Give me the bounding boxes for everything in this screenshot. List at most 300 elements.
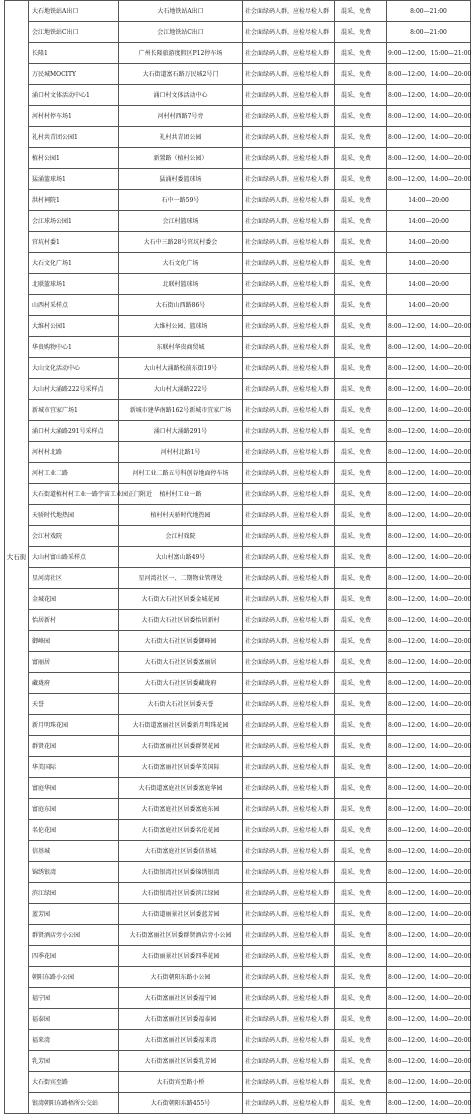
- site-address-cell: 植村村工业一路: [119, 484, 243, 505]
- site-address-cell: 河村工业二路五号科创谷地面停车场: [119, 463, 243, 484]
- table-row: [5, 862, 471, 883]
- target-crowd-cell: 社会面绿码人群，应检尽检人群: [243, 589, 335, 610]
- site-name-cell: 群贤花园: [29, 736, 119, 757]
- target-crowd-cell: 社会面绿码人群，应检尽检人群: [243, 652, 335, 673]
- table-row: [5, 148, 471, 169]
- service-time-cell: 8:00—12:00，14:00—20:00: [387, 925, 471, 946]
- service-time-cell: 8:00—12:00，14:00—20:00: [387, 379, 471, 400]
- site-name-cell: 大山文化活动中心: [29, 358, 119, 379]
- sampling-sites-table: [4, 0, 471, 1114]
- site-address-cell: 大石街富丽社区居委福泰园: [119, 1009, 243, 1030]
- sampling-type-cell: 混采，免费: [335, 673, 387, 694]
- site-name-cell: 新城市宜家广场1: [29, 400, 119, 421]
- sampling-type-cell: 混采，免费: [335, 463, 387, 484]
- sampling-type-cell: 混采，免费: [335, 106, 387, 127]
- site-address-cell: 大维村公园、篮球场: [119, 316, 243, 337]
- sampling-type-cell: 混采，免费: [335, 442, 387, 463]
- sampling-type-cell: 混采，免费: [335, 526, 387, 547]
- site-name-cell: 金城花园: [29, 589, 119, 610]
- service-time-cell: 8:00—12:00，14:00—20:00: [387, 673, 471, 694]
- sampling-type-cell: 混采，免费: [335, 169, 387, 190]
- site-name-cell: 御峰园: [29, 631, 119, 652]
- target-crowd-cell: 社会面绿码人群，应检尽检人群: [243, 484, 335, 505]
- sampling-type-cell: 混采，免费: [335, 253, 387, 274]
- service-time-cell: 8:00—12:00，14:00—20:00: [387, 421, 471, 442]
- site-name-cell: 涌口村大涌路291号采样点: [29, 421, 119, 442]
- target-crowd-cell: 社会面绿码人群，应检尽检人群: [243, 799, 335, 820]
- sampling-type-cell: 混采，免费: [335, 547, 387, 568]
- target-crowd-cell: 社会面绿码人群，应检尽检人群: [243, 295, 335, 316]
- site-name-cell: 河村工业二路: [29, 463, 119, 484]
- table-row: [5, 946, 471, 967]
- site-name-cell: 大石街宾至路: [29, 1072, 119, 1093]
- service-time-cell: 8:00—12:00，14:00—20:00: [387, 757, 471, 778]
- target-crowd-cell: 社会面绿码人群，应检尽检人群: [243, 925, 335, 946]
- service-time-cell: 8:00—12:00，14:00—20:00: [387, 715, 471, 736]
- target-crowd-cell: 社会面绿码人群，应检尽检人群: [243, 1051, 335, 1072]
- sampling-type-cell: 混采，免费: [335, 1093, 387, 1114]
- target-crowd-cell: 社会面绿码人群，应检尽检人群: [243, 43, 335, 64]
- target-crowd-cell: 社会面绿码人群，应检尽检人群: [243, 547, 335, 568]
- service-time-cell: 14:00—20:00: [387, 190, 471, 211]
- table-row: [5, 127, 471, 148]
- site-address-cell: 河村村北路1号: [119, 442, 243, 463]
- service-time-cell: 8:00—12:00，14:00—20:00: [387, 862, 471, 883]
- site-address-cell: 大石街富丽社区居委乳芳园: [119, 1051, 243, 1072]
- table-row: [5, 1051, 471, 1072]
- target-crowd-cell: 社会面绿码人群，应检尽检人群: [243, 526, 335, 547]
- service-time-cell: 8:00—12:00，14:00—20:00: [387, 589, 471, 610]
- service-time-cell: 8:00—12:00，14:00—20:00: [387, 946, 471, 967]
- site-address-cell: 大石街道富石路万民城2号门: [119, 64, 243, 85]
- sampling-type-cell: 混采，免费: [335, 43, 387, 64]
- site-address-cell: 东联村华贵商贸城: [119, 337, 243, 358]
- site-name-cell: 四季花园: [29, 946, 119, 967]
- target-crowd-cell: 社会面绿码人群，应检尽检人群: [243, 85, 335, 106]
- table-row: [5, 1072, 471, 1093]
- table-row: [5, 442, 471, 463]
- sampling-type-cell: 混采，免费: [335, 295, 387, 316]
- street-cell: 大石街: [5, 1, 29, 1114]
- sampling-type-cell: 混采，免费: [335, 1009, 387, 1030]
- site-name-cell: 万民城MOCITY: [29, 64, 119, 85]
- sampling-type-cell: 混采，免费: [335, 211, 387, 232]
- service-time-cell: 8:00—12:00，14:00—20:00: [387, 337, 471, 358]
- site-address-cell: 大石街大石社区居委怡居新村: [119, 610, 243, 631]
- site-address-cell: 大石街朝阳东路小公园: [119, 967, 243, 988]
- table-row: [5, 1, 471, 22]
- service-time-cell: 8:00—12:00，14:00—20:00: [387, 316, 471, 337]
- sampling-type-cell: 混采，免费: [335, 967, 387, 988]
- target-crowd-cell: 社会面绿码人群，应检尽检人群: [243, 190, 335, 211]
- target-crowd-cell: 社会面绿码人群，应检尽检人群: [243, 22, 335, 43]
- site-name-cell: 藏珑府: [29, 673, 119, 694]
- service-time-cell: 8:00—12:00，14:00—20:00: [387, 1093, 471, 1114]
- target-crowd-cell: 社会面绿码人群，应检尽检人群: [243, 64, 335, 85]
- service-time-cell: 14:00—20:00: [387, 232, 471, 253]
- target-crowd-cell: 社会面绿码人群，应检尽检人群: [243, 316, 335, 337]
- site-name-cell: 信基城: [29, 841, 119, 862]
- target-crowd-cell: 社会面绿码人群，应检尽检人群: [243, 1093, 335, 1114]
- target-crowd-cell: 社会面绿码人群，应检尽检人群: [243, 421, 335, 442]
- site-name-cell: 会江球场公园1: [29, 211, 119, 232]
- site-address-cell: 北联村篮球场: [119, 274, 243, 295]
- service-time-cell: 14:00—20:00: [387, 274, 471, 295]
- table-row: [5, 358, 471, 379]
- service-time-cell: 8:00—12:00，14:00—20:00: [387, 1009, 471, 1030]
- target-crowd-cell: 社会面绿码人群，应检尽检人群: [243, 127, 335, 148]
- site-address-cell: 大石街道丽景社区居委蓝芳园: [119, 904, 243, 925]
- target-crowd-cell: 社会面绿码人群，应检尽检人群: [243, 274, 335, 295]
- service-time-cell: 8:00—12:00，14:00—20:00: [387, 652, 471, 673]
- sampling-type-cell: 混采，免费: [335, 904, 387, 925]
- sampling-type-cell: 混采，免费: [335, 652, 387, 673]
- table-row: [5, 652, 471, 673]
- table-body: [5, 1, 471, 1114]
- site-address-cell: 新置路（植村公园）: [119, 148, 243, 169]
- service-time-cell: 8:00—12:00，14:00—20:00: [387, 568, 471, 589]
- site-address-cell: 会江村篮球场: [119, 211, 243, 232]
- site-name-cell: 礼村共青团公园1: [29, 127, 119, 148]
- sampling-type-cell: 混采，免费: [335, 22, 387, 43]
- table-row: [5, 610, 471, 631]
- target-crowd-cell: 社会面绿码人群，应检尽检人群: [243, 946, 335, 967]
- table-row: [5, 274, 471, 295]
- site-name-cell: 大石街道植村村工业一路宇宙工业园正门附近: [29, 484, 119, 505]
- target-crowd-cell: 社会面绿码人群，应检尽检人群: [243, 442, 335, 463]
- site-name-cell: 福来湾: [29, 1030, 119, 1051]
- table-row: [5, 484, 471, 505]
- site-address-cell: 大山村大涌路校前东街19号: [119, 358, 243, 379]
- table-row: [5, 715, 471, 736]
- site-name-cell: 银湾朝阳东路梧所公交站: [29, 1093, 119, 1114]
- table-row: [5, 736, 471, 757]
- site-address-cell: 大石街富丽社区居委群贤花园: [119, 736, 243, 757]
- site-address-cell: 涌口村文体活动中心: [119, 85, 243, 106]
- site-address-cell: 大石街富丽社区居委福宁园: [119, 988, 243, 1009]
- service-time-cell: 8:00—12:00，14:00—20:00: [387, 799, 471, 820]
- service-time-cell: 8:00—12:00，14:00—20:00: [387, 1072, 471, 1093]
- site-name-cell: 富庭东园: [29, 799, 119, 820]
- site-name-cell: 猛涌篮球场1: [29, 169, 119, 190]
- table-row: [5, 463, 471, 484]
- table-row: [5, 1093, 471, 1114]
- table-row: [5, 925, 471, 946]
- site-address-cell: 星河湾社区一、二期物业管理处: [119, 568, 243, 589]
- site-name-cell: 大石地铁站A出口: [29, 1, 119, 22]
- site-name-cell: 名伦花园: [29, 820, 119, 841]
- target-crowd-cell: 社会面绿码人群，应检尽检人群: [243, 1009, 335, 1030]
- sampling-type-cell: 混采，免费: [335, 862, 387, 883]
- target-crowd-cell: 社会面绿码人群，应检尽检人群: [243, 400, 335, 421]
- table-row: [5, 295, 471, 316]
- site-address-cell: 大石街大石社区居委天誉: [119, 694, 243, 715]
- sampling-type-cell: 混采，免费: [335, 631, 387, 652]
- sampling-type-cell: 混采，免费: [335, 988, 387, 1009]
- site-address-cell: 大石地铁站A出口: [119, 1, 243, 22]
- site-address-cell: 大石街道富庭社区居委富庭华园: [119, 778, 243, 799]
- sampling-type-cell: 混采，免费: [335, 610, 387, 631]
- target-crowd-cell: 社会面绿码人群，应检尽检人群: [243, 988, 335, 1009]
- site-name-cell: 群贤酒店旁小公园: [29, 925, 119, 946]
- sampling-type-cell: 混采，免费: [335, 694, 387, 715]
- site-address-cell: 大石街道富丽社区居委新月明珠花园: [119, 715, 243, 736]
- site-address-cell: 大石文化广场: [119, 253, 243, 274]
- table-row: [5, 673, 471, 694]
- site-address-cell: 新城市建华南路162号新城市宜家广场: [119, 400, 243, 421]
- site-address-cell: 大石街山西路86号: [119, 295, 243, 316]
- target-crowd-cell: 社会面绿码人群，应检尽检人群: [243, 463, 335, 484]
- table-row: [5, 232, 471, 253]
- target-crowd-cell: 社会面绿码人群，应检尽检人群: [243, 169, 335, 190]
- site-name-cell: 植村公园1: [29, 148, 119, 169]
- service-time-cell: 8:00—12:00，14:00—20:00: [387, 1030, 471, 1051]
- table-row: [5, 106, 471, 127]
- service-time-cell: 8:00—12:00，14:00—20:00: [387, 988, 471, 1009]
- site-address-cell: 大石街银湾社区居委滨江绿园: [119, 883, 243, 904]
- service-time-cell: 8:00—12:00，14:00—20:00: [387, 358, 471, 379]
- table-row: [5, 43, 471, 64]
- sampling-type-cell: 混采，免费: [335, 232, 387, 253]
- sampling-type-cell: 混采，免费: [335, 946, 387, 967]
- site-name-cell: 大石文化广场1: [29, 253, 119, 274]
- service-time-cell: 8:00—12:00，14:00—20:00: [387, 547, 471, 568]
- sampling-type-cell: 混采，免费: [335, 484, 387, 505]
- service-time-cell: 8:00—12:00，14:00—20:00: [387, 820, 471, 841]
- target-crowd-cell: 社会面绿码人群，应检尽检人群: [243, 694, 335, 715]
- sampling-type-cell: 混采，免费: [335, 421, 387, 442]
- service-time-cell: 8:00—12:00，14:00—20:00: [387, 64, 471, 85]
- service-time-cell: 8:00—12:00，14:00—20:00: [387, 400, 471, 421]
- target-crowd-cell: 社会面绿码人群，应检尽检人群: [243, 967, 335, 988]
- target-crowd-cell: 社会面绿码人群，应检尽检人群: [243, 862, 335, 883]
- sampling-type-cell: 混采，免费: [335, 568, 387, 589]
- table-row: [5, 589, 471, 610]
- site-name-cell: 福泰园: [29, 1009, 119, 1030]
- sampling-type-cell: 混采，免费: [335, 1051, 387, 1072]
- table-row: [5, 988, 471, 1009]
- service-time-cell: 8:00—12:00，14:00—20:00: [387, 736, 471, 757]
- sampling-type-cell: 混采，免费: [335, 736, 387, 757]
- target-crowd-cell: 社会面绿码人群，应检尽检人群: [243, 673, 335, 694]
- sampling-type-cell: 混采，免费: [335, 316, 387, 337]
- sampling-type-cell: 混采，免费: [335, 799, 387, 820]
- site-address-cell: 石中一路59号: [119, 190, 243, 211]
- site-name-cell: 河村村北路: [29, 442, 119, 463]
- site-address-cell: 大石街富丽社区居委群贤酒店旁小公园: [119, 925, 243, 946]
- site-name-cell: 涌口村文体活动中心1: [29, 85, 119, 106]
- site-address-cell: 大石街大石社区居委金城花园: [119, 589, 243, 610]
- site-name-cell: 大山村大涌路222号采样点: [29, 379, 119, 400]
- site-name-cell: 大山村富山路采样点: [29, 547, 119, 568]
- target-crowd-cell: 社会面绿码人群，应检尽检人群: [243, 736, 335, 757]
- service-time-cell: 8:00—12:00，14:00—20:00: [387, 841, 471, 862]
- site-name-cell: 洪村祠院1: [29, 190, 119, 211]
- site-address-cell: 河村村西路7号旁: [119, 106, 243, 127]
- sampling-type-cell: 混采，免费: [335, 778, 387, 799]
- target-crowd-cell: 社会面绿码人群，应检尽检人群: [243, 211, 335, 232]
- service-time-cell: 8:00—12:00，14:00—20:00: [387, 631, 471, 652]
- service-time-cell: 8:00—12:00，14:00—20:00: [387, 484, 471, 505]
- table-row: [5, 211, 471, 232]
- site-address-cell: 涌口村大涌路291号: [119, 421, 243, 442]
- target-crowd-cell: 社会面绿码人群，应检尽检人群: [243, 1072, 335, 1093]
- site-address-cell: 大石街银湾社区居委锦绣银湾: [119, 862, 243, 883]
- service-time-cell: 14:00—20:00: [387, 295, 471, 316]
- site-address-cell: 礼村共青团公园: [119, 127, 243, 148]
- target-crowd-cell: 社会面绿码人群，应检尽检人群: [243, 106, 335, 127]
- table-row: [5, 526, 471, 547]
- table-row: [5, 169, 471, 190]
- service-time-cell: 8:00—12:00，14:00—20:00: [387, 148, 471, 169]
- sampling-type-cell: 混采，免费: [335, 1072, 387, 1093]
- target-crowd-cell: 社会面绿码人群，应检尽检人群: [243, 757, 335, 778]
- sampling-type-cell: 混采，免费: [335, 925, 387, 946]
- target-crowd-cell: 社会面绿码人群，应检尽检人群: [243, 337, 335, 358]
- service-time-cell: 8:00—21:00: [387, 22, 471, 43]
- table-row: [5, 694, 471, 715]
- site-name-cell: 会江地铁站C出口: [29, 22, 119, 43]
- site-address-cell: 大石街宾至路小桥: [119, 1072, 243, 1093]
- target-crowd-cell: 社会面绿码人群，应检尽检人群: [243, 1030, 335, 1051]
- sampling-type-cell: 混采，免费: [335, 757, 387, 778]
- service-time-cell: 8:00—12:00，14:00—20:00: [387, 127, 471, 148]
- table-row: [5, 631, 471, 652]
- site-name-cell: 官坑村委1: [29, 232, 119, 253]
- site-name-cell: 北联篮球场1: [29, 274, 119, 295]
- table-row: [5, 316, 471, 337]
- site-name-cell: 富庭华园: [29, 778, 119, 799]
- service-time-cell: 8:00—12:00，14:00—20:00: [387, 778, 471, 799]
- site-address-cell: 大石街富庭社区居委名伦花园: [119, 820, 243, 841]
- target-crowd-cell: 社会面绿码人群，应检尽检人群: [243, 379, 335, 400]
- site-name-cell: 朝阳东路小公园: [29, 967, 119, 988]
- site-address-cell: 大山村富山路49号: [119, 547, 243, 568]
- site-name-cell: 怡居新村: [29, 610, 119, 631]
- target-crowd-cell: 社会面绿码人群，应检尽检人群: [243, 715, 335, 736]
- target-crowd-cell: 社会面绿码人群，应检尽检人群: [243, 505, 335, 526]
- service-time-cell: 8:00—12:00，14:00—20:00: [387, 526, 471, 547]
- target-crowd-cell: 社会面绿码人群，应检尽检人群: [243, 358, 335, 379]
- sampling-type-cell: 混采，免费: [335, 127, 387, 148]
- service-time-cell: 8:00—21:00: [387, 1, 471, 22]
- table-row: [5, 379, 471, 400]
- site-address-cell: 大石街丽景社区居委四季花园: [119, 946, 243, 967]
- table-row: [5, 505, 471, 526]
- table-row: [5, 547, 471, 568]
- table-row: [5, 841, 471, 862]
- table-row: [5, 337, 471, 358]
- site-name-cell: 会江村戏院: [29, 526, 119, 547]
- sampling-type-cell: 混采，免费: [335, 85, 387, 106]
- site-name-cell: 华美国际: [29, 757, 119, 778]
- site-name-cell: 福宁园: [29, 988, 119, 1009]
- site-address-cell: 大石街朝阳东路455号: [119, 1093, 243, 1114]
- sampling-type-cell: 混采，免费: [335, 883, 387, 904]
- service-time-cell: 9:00—12:00，15:00—21:00: [387, 43, 471, 64]
- service-time-cell: 8:00—12:00，14:00—20:00: [387, 1051, 471, 1072]
- site-address-cell: 大石街富丽社区居委华美国际: [119, 757, 243, 778]
- sampling-type-cell: 混采，免费: [335, 379, 387, 400]
- target-crowd-cell: 社会面绿码人群，应检尽检人群: [243, 778, 335, 799]
- site-address-cell: 大石街大石社区居委御峰园: [119, 631, 243, 652]
- service-time-cell: 8:00—12:00，14:00—20:00: [387, 85, 471, 106]
- site-address-cell: 会江地铁站C出口: [119, 22, 243, 43]
- table-row: [5, 253, 471, 274]
- service-time-cell: 8:00—12:00，14:00—20:00: [387, 883, 471, 904]
- target-crowd-cell: 社会面绿码人群，应检尽检人群: [243, 820, 335, 841]
- table-row: [5, 85, 471, 106]
- sampling-type-cell: 混采，免费: [335, 148, 387, 169]
- sampling-type-cell: 混采，免费: [335, 64, 387, 85]
- site-address-cell: 大石中三路28号官坑村委会: [119, 232, 243, 253]
- table-row: [5, 967, 471, 988]
- sampling-type-cell: 混采，免费: [335, 337, 387, 358]
- site-address-cell: 植村村天骄时代地热园: [119, 505, 243, 526]
- service-time-cell: 8:00—12:00，14:00—20:00: [387, 610, 471, 631]
- site-name-cell: 山西村采样点: [29, 295, 119, 316]
- site-address-cell: 大山村大涌路222号: [119, 379, 243, 400]
- sampling-type-cell: 混采，免费: [335, 358, 387, 379]
- service-time-cell: 8:00—12:00，14:00—20:00: [387, 169, 471, 190]
- table-row: [5, 904, 471, 925]
- service-time-cell: 8:00—12:00，14:00—20:00: [387, 463, 471, 484]
- target-crowd-cell: 社会面绿码人群，应检尽检人群: [243, 631, 335, 652]
- target-crowd-cell: 社会面绿码人群，应检尽检人群: [243, 883, 335, 904]
- site-address-cell: 大石街大石社区居委藏珑府: [119, 673, 243, 694]
- table-row: [5, 883, 471, 904]
- target-crowd-cell: 社会面绿码人群，应检尽检人群: [243, 232, 335, 253]
- site-name-cell: 河村村停车场1: [29, 106, 119, 127]
- site-name-cell: 滨江绿园: [29, 883, 119, 904]
- table-row: [5, 778, 471, 799]
- site-address-cell: 大石街大石社区居委富丽居: [119, 652, 243, 673]
- table-row: [5, 799, 471, 820]
- service-time-cell: 8:00—12:00，14:00—20:00: [387, 694, 471, 715]
- site-name-cell: 天骄时代地热园: [29, 505, 119, 526]
- service-time-cell: 8:00—12:00，14:00—20:00: [387, 904, 471, 925]
- sampling-type-cell: 混采，免费: [335, 1, 387, 22]
- service-time-cell: 8:00—12:00，14:00—20:00: [387, 442, 471, 463]
- site-name-cell: 大维村公园1: [29, 316, 119, 337]
- table-row: [5, 820, 471, 841]
- site-address-cell: 猛涌村委篮球场: [119, 169, 243, 190]
- site-name-cell: 华贵购物中心1: [29, 337, 119, 358]
- sampling-type-cell: 混采，免费: [335, 841, 387, 862]
- target-crowd-cell: 社会面绿码人群，应检尽检人群: [243, 841, 335, 862]
- sampling-type-cell: 混采，免费: [335, 505, 387, 526]
- table-row: [5, 421, 471, 442]
- sampling-type-cell: 混采，免费: [335, 589, 387, 610]
- target-crowd-cell: 社会面绿码人群，应检尽检人群: [243, 610, 335, 631]
- site-name-cell: 乳芳园: [29, 1051, 119, 1072]
- sampling-type-cell: 混采，免费: [335, 400, 387, 421]
- table-row: [5, 190, 471, 211]
- site-address-cell: 广州长隆旅游度假区P12停车场: [119, 43, 243, 64]
- site-name-cell: 长隆1: [29, 43, 119, 64]
- site-name-cell: 富丽居: [29, 652, 119, 673]
- site-name-cell: 蓝芳园: [29, 904, 119, 925]
- site-name-cell: 锦绣银湾: [29, 862, 119, 883]
- table-row: [5, 64, 471, 85]
- table-row: [5, 1030, 471, 1051]
- table-row: [5, 400, 471, 421]
- sampling-type-cell: 混采，免费: [335, 820, 387, 841]
- service-time-cell: 8:00—12:00，14:00—20:00: [387, 505, 471, 526]
- site-name-cell: 新月明珠花园: [29, 715, 119, 736]
- table-row: [5, 22, 471, 43]
- target-crowd-cell: 社会面绿码人群，应检尽检人群: [243, 253, 335, 274]
